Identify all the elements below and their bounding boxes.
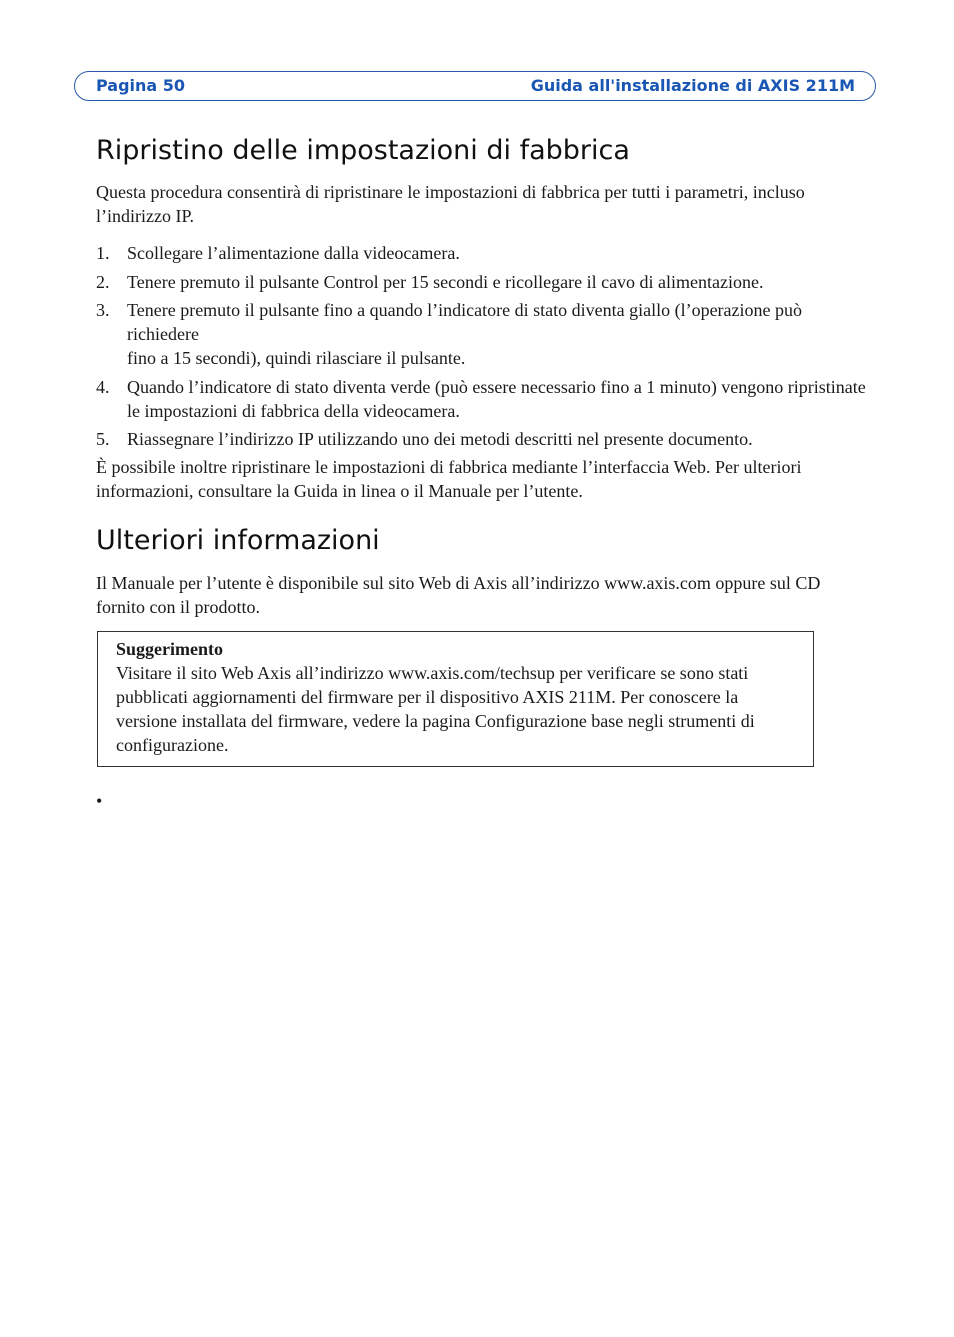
step-text: Quando l’indicatore di stato diventa verde (può essere necessario fino a 1 minuto) vengono ripristinate le impostazioni di fabbrica della videocamera. bbox=[127, 376, 866, 421]
heading-more-info: Ulteriori informazioni bbox=[96, 525, 380, 556]
factory-reset-intro: Questa procedura consentirà di ripristinare le impostazioni di fabbrica per tutti i parametri, incluso l’indirizzo IP. bbox=[96, 182, 805, 226]
step-text: Riassegnare l’indirizzo IP utilizzando uno dei metodi descritti nel presente documento. bbox=[127, 429, 753, 449]
factory-reset-steps bbox=[96, 241, 866, 456]
heading-factory-reset: Ripristino delle impostazioni di fabbrica bbox=[96, 135, 630, 166]
step-text-line: fino a 15 secondi), quindi rilasciare il pulsante. bbox=[127, 348, 466, 368]
step-text: Scollegare l’alimentazione dalla videocamera. bbox=[127, 243, 460, 263]
tip-box bbox=[97, 631, 814, 767]
list-item bbox=[96, 427, 866, 451]
factory-reset-outro: È possibile inoltre ripristinare le impostazioni di fabbrica mediante l’interfaccia Web. Per ulteriori informazioni, consultare la Guida in linea o il Manuale per l’utente. bbox=[96, 457, 802, 501]
step-text-line: Tenere premuto il pulsante fino a quando l’indicatore di stato diventa giallo (l’operazione può richiedere bbox=[127, 300, 803, 344]
step-number: 4. bbox=[96, 376, 110, 397]
page-header bbox=[74, 71, 876, 101]
list-item bbox=[96, 241, 866, 265]
more-info-intro: Il Manuale per l’utente è disponibile sul sito Web di Axis all’indirizzo www.axis.com oppure sul CD fornito con il prodotto. bbox=[96, 573, 821, 617]
page-number: Pagina 50 bbox=[96, 76, 186, 95]
bullet-point: • bbox=[96, 791, 103, 811]
tip-body: Visitare il sito Web Axis all’indirizzo www.axis.com/techsup per verificare se sono stati pubblicati aggiornamenti del firmware per il dispositivo AXIS 211M. Per conoscere la versione installata del firmware, vedere la pagina Configurazione base negli strumenti di configurazione. bbox=[116, 663, 755, 755]
tip-title: Suggerimento bbox=[116, 639, 223, 659]
list-item bbox=[96, 270, 866, 294]
step-text: Tenere premuto il pulsante Control per 15 secondi e ricollegare il cavo di alimentazione. bbox=[127, 271, 764, 292]
step-number: 1. bbox=[96, 243, 110, 263]
document-title: Guida all'installazione di AXIS 211M bbox=[530, 76, 855, 95]
list-item bbox=[96, 298, 866, 370]
list-item bbox=[96, 375, 866, 423]
step-number: 2. bbox=[96, 271, 110, 292]
step-number: 5. bbox=[96, 429, 110, 449]
step-number: 3. bbox=[96, 300, 110, 320]
